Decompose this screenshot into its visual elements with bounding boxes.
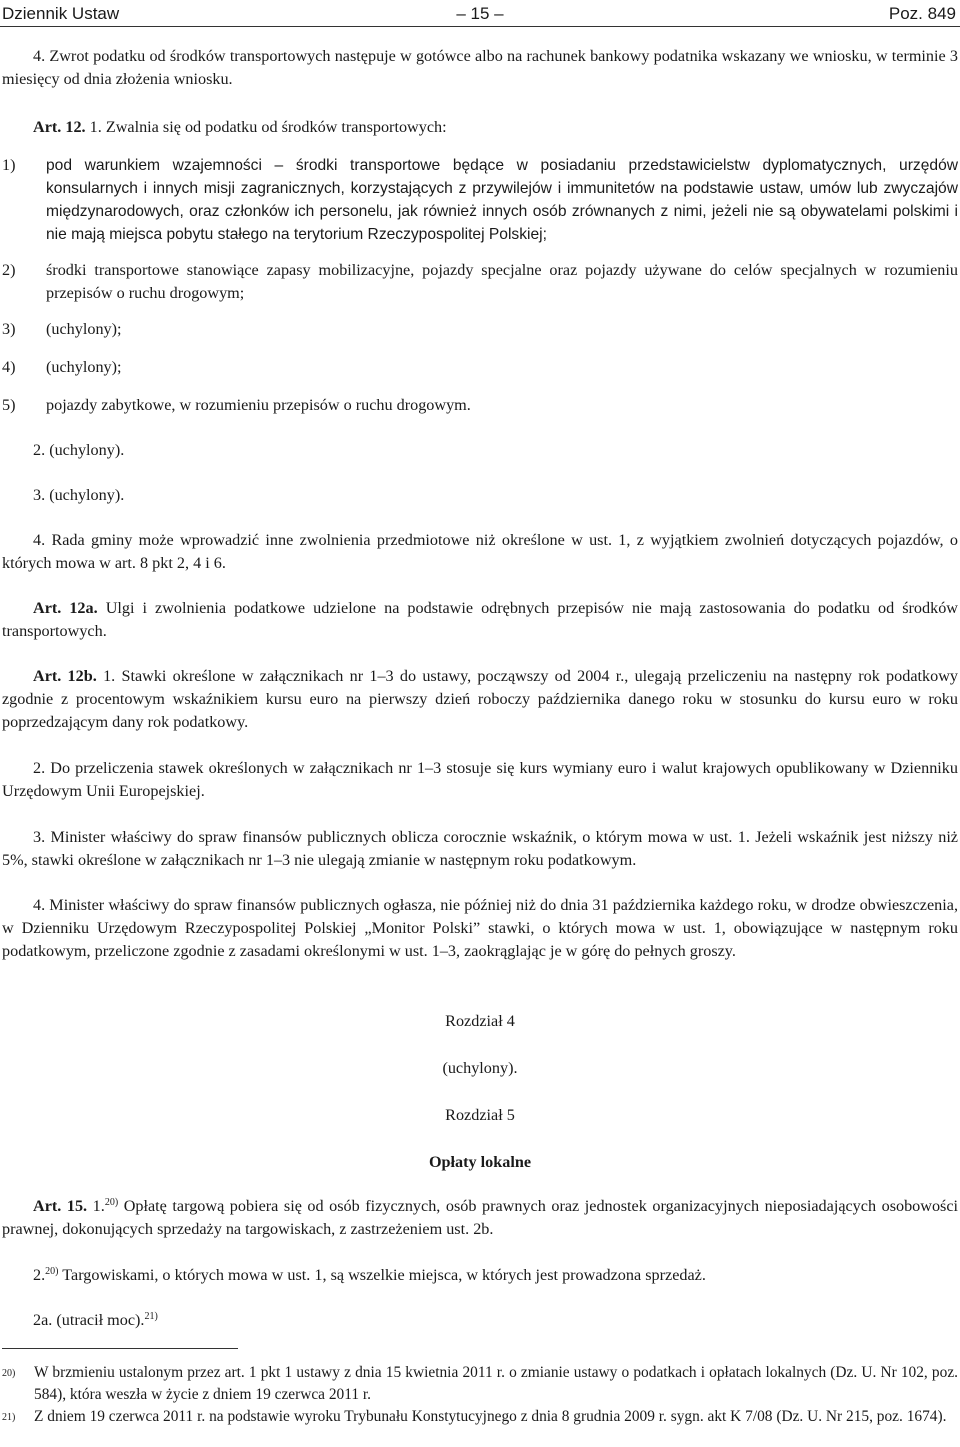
footnote-number: 20) (2, 1368, 16, 1379)
art12-item-number: 1) (2, 156, 16, 174)
art15-p2a-text: 2a. (utracił moc). (33, 1311, 145, 1329)
art12b-paragraph-1 (2, 665, 958, 734)
art12b-label: Art. 12b. (33, 667, 97, 685)
art15-p2-number: 2. (33, 1266, 46, 1284)
footnote-21: Z dniem 19 czerwca 2011 r. na podstawie wyroku Trybunału Konstytucyjnego z dnia 8 grudnia 2009 r. sygn. akt K 7/08 (Dz. U. Nr 215, poz. 1674). (34, 1408, 947, 1425)
art12a (2, 597, 958, 643)
footnote-ref-20[interactable]: 20) (45, 1266, 59, 1277)
art15-p1-text: Opłatę targową pobiera się od osób fizycznych, osób prawnych oraz jednostek organizacyjnych nieposiadających osobowości prawnej, dokonujących sprzedaży na targowiskach, z zastrzeżeniem ust. 2b. (2, 1197, 959, 1238)
art12b-paragraph-3: 3. Minister właściwy do spraw finansów publicznych oblicza corocznie wskaźnik, o którym mowa w ust. 1. Jeżeli wskaźnik jest niższy niż 5%, stawki określone w załącznikach nr 1–3 nie ulegają zmianie w następnym roku podatkowym. (2, 828, 958, 869)
chapter-4-title: Rozdział 4 (445, 1012, 515, 1030)
art12-item-number: 3) (2, 320, 16, 338)
art15-p1-number: 1. (92, 1197, 105, 1215)
art12-item-5: pojazdy zabytkowe, w rozumieniu przepisów o ruchu drogowym. (46, 396, 471, 414)
art12-item-1: pod warunkiem wzajemności – środki transportowe będące w posiadaniu przedstawicielstw dyplomatycznych, urzędów konsularnych i innych misji zagranicznych, korzystających z przywilejów i immunitetów na podstawie ustaw, umów lub zwyczajów międzynarodowych, oraz członków ich personelu, jak również innych osób zrównanych z nimi, jeżeli nie są obywatelami polskimi i nie mają miejsca pobytu stałego na terytorium Rzeczypospolitej Polskiej; (46, 157, 958, 243)
journal-title: Dziennik Ustaw (2, 4, 120, 23)
chapter-5-subtitle: Opłaty lokalne (428, 1153, 532, 1171)
art12-label: Art. 12. (33, 118, 86, 136)
art12-intro-text: 1. Zwalnia się od podatku od środków transportowych: (89, 118, 447, 136)
footnote-number: 21) (2, 1412, 16, 1423)
art15-paragraph-2 (2, 1264, 958, 1287)
art12-paragraph-3: 3. (uchylony). (33, 486, 125, 504)
art12b-paragraph-4: 4. Minister właściwy do spraw finansów publicznych ogłasza, nie później niż do dnia 31 października każdego roku, w drodze obwieszczenia, w Dzienniku Urzędowym Rzeczypospolitej Polskiej „Monitor Polski” stawki, o których mowa w ust. 1, obowiązujące w następnym roku podatkowym, przeliczone zgodnie z zasadami określonymi w ust. 1–3, zaokrąglając je w górę do pełnych groszy. (2, 896, 958, 960)
position-number: Poz. 849 (888, 4, 956, 23)
art12-item-3: (uchylony); (46, 320, 122, 338)
art12-paragraph-2: 2. (uchylony). (33, 441, 125, 459)
art12-intro (2, 116, 958, 139)
art15-label: Art. 15. (33, 1197, 88, 1215)
chapter-5-title: Rozdział 5 (445, 1106, 515, 1124)
art12-item-number: 4) (2, 358, 16, 376)
chapter-4-status: (uchylony). (442, 1059, 518, 1077)
art12-item-4: (uchylony); (46, 358, 122, 376)
footnote-ref-20[interactable]: 20) (104, 1197, 119, 1208)
art12-item-number: 2) (2, 261, 16, 279)
art12-item-number: 5) (2, 396, 16, 414)
page-header (0, 2, 960, 27)
footnote-20: W brzmieniu ustalonym przez art. 1 pkt 1 ustawy z dnia 15 kwietnia 2011 r. o zmianie ustawy o podatkach i opłatach lokalnych (Dz. U. Nr 102, poz. 584), która weszła w życie z dniem 19 czerwca 2011 r. (34, 1364, 958, 1403)
art15-p2-text: Targowiskami, o których mowa w ust. 1, są wszelkie miejsca, w których jest prowadzona sprzedaż. (62, 1266, 706, 1284)
art12b-paragraph-2: 2. Do przeliczenia stawek określonych w załącznikach nr 1–3 stosuje się kurs wymiany euro i walut krajowych opublikowany w Dzienniku Urzędowym Unii Europejskiej. (2, 759, 958, 800)
art12-item-2: środki transportowe stanowiące zapasy mobilizacyjne, pojazdy specjalne oraz pojazdy używane do celów specjalnych w rozumieniu przepisów o ruchu drogowym; (46, 261, 958, 302)
art15-paragraph-2a (2, 1309, 958, 1332)
art11-paragraph-4: 4. Zwrot podatku od środków transportowych następuje w gotówce albo na rachunek bankowy podatnika wskazany we wniosku, w terminie 3 miesięcy od dnia złożenia wniosku. (2, 47, 958, 88)
art12a-text: Ulgi i zwolnienia podatkowe udzielone na podstawie odrębnych przepisów nie mają zastosowania do podatku od środków transportowych. (2, 599, 958, 640)
footnote-ref-21[interactable]: 21) (144, 1311, 158, 1322)
art12a-label: Art. 12a. (33, 599, 98, 617)
footnote-divider (2, 1348, 238, 1349)
art15-paragraph-1 (2, 1195, 958, 1241)
page-number: – 15 – (456, 4, 504, 23)
art12b-p1-text: 1. Stawki określone w załącznikach nr 1–3 do ustawy, począwszy od 2004 r., ulegają przeliczeniu na następny rok podatkowy zgodnie z procentowym wskaźnikiem kursu euro na pierwszy dzień roboczy października danego roku w stosunku do kursu euro w roku poprzedzającym dany rok podatkowy. (2, 667, 958, 731)
art12-paragraph-4: 4. Rada gminy może wprowadzić inne zwolnienia przedmiotowe niż określone w ust. 1, z wyjątkiem zwolnień dotyczących pojazdów, o których mowa w art. 8 pkt 2, 4 i 6. (2, 531, 958, 572)
